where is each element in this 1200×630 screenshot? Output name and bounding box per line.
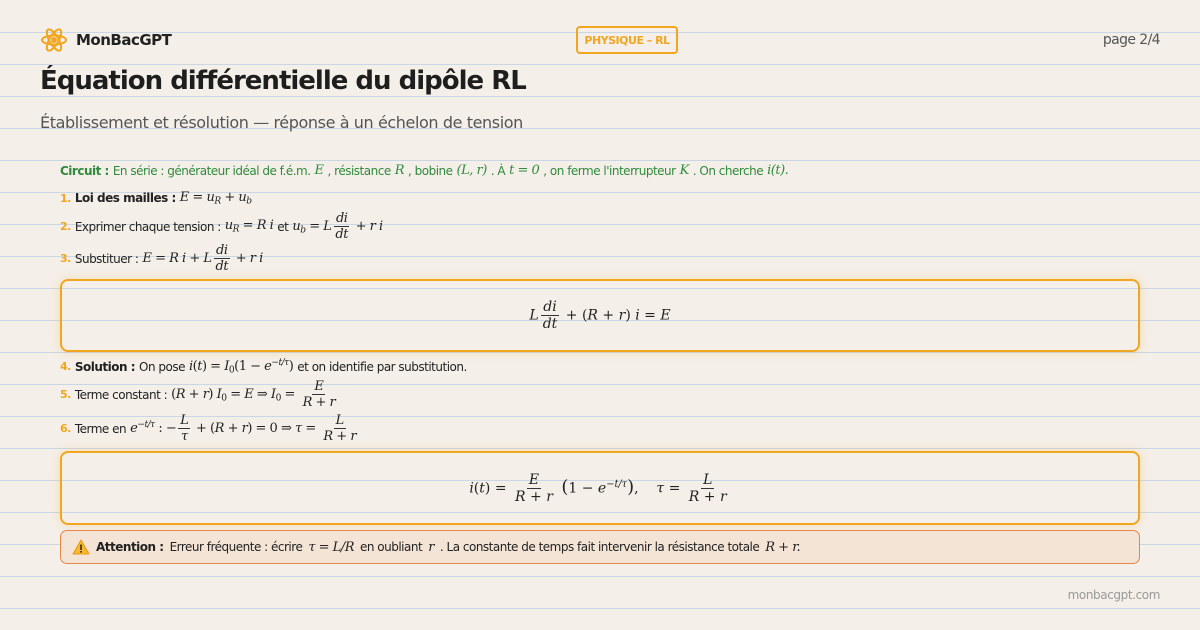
step-math: $u_b = L$ $\frac{di}{dt}$ + r i bbox=[292, 211, 383, 242]
step-label: Substituer : bbox=[74, 251, 139, 266]
circuit-text: . On cherche bbox=[692, 163, 764, 178]
warning-callout bbox=[60, 530, 1140, 564]
circuit-text: , résistance bbox=[327, 163, 391, 178]
step-number: 3. bbox=[60, 252, 71, 265]
math-K: K bbox=[679, 163, 689, 178]
step-number: 2. bbox=[60, 220, 71, 233]
page-indicator: page 2/4 bbox=[1102, 32, 1160, 48]
solution-box bbox=[60, 451, 1140, 525]
circuit-text: En série : générateur idéal de f.é.m. bbox=[112, 163, 311, 178]
circuit-text: . À bbox=[490, 163, 506, 178]
circuit-description bbox=[60, 163, 788, 178]
step-number: 1. bbox=[60, 191, 71, 205]
step-2 bbox=[60, 212, 383, 241]
footer-url[interactable]: monbacgpt.com bbox=[1067, 588, 1160, 602]
step-math: (R + r) $I_0 = E$ ⇒ $I_0$ = $\frac{E}{R + r}$ bbox=[171, 379, 336, 410]
subject-tag: PHYSIQUE – RL bbox=[576, 26, 678, 54]
step-label: Exprimer chaque tension : bbox=[74, 219, 221, 234]
warning-text: Erreur fréquente : écrire bbox=[169, 540, 303, 554]
atom-icon bbox=[40, 27, 68, 53]
step-joiner: et bbox=[277, 219, 289, 234]
step-6 bbox=[60, 414, 360, 443]
math-Lr: (L, r) bbox=[456, 163, 487, 178]
page-subtitle: Établissement et résolution — réponse à un échelon de tension bbox=[40, 113, 523, 132]
brand-name: MonBacGPT bbox=[76, 31, 172, 49]
step-math: $u_R = R$ i bbox=[224, 218, 274, 235]
warning-math: τ = L/R bbox=[308, 539, 354, 555]
step-math: E = R i + L $\frac{di}{dt}$ + r i bbox=[142, 243, 263, 274]
step-1 bbox=[60, 190, 252, 206]
solution-equation: i(t) = $\frac{E}{R + r}$ $(1 - e^{-t/\tau})$, τ = $\frac{L}{R + r}$ bbox=[469, 471, 727, 505]
step-3 bbox=[60, 244, 263, 273]
page-title: Équation différentielle du dipôle RL bbox=[40, 66, 526, 96]
step-label: Terme constant : bbox=[74, 387, 168, 402]
brand-logo[interactable] bbox=[40, 27, 171, 53]
circuit-label: Circuit : bbox=[60, 163, 109, 178]
step-math: $i(t) = I_0(1 - e^{-t/\tau})$ bbox=[188, 358, 294, 376]
step-math: $E = u_R + u_b$ bbox=[179, 190, 252, 207]
warning-text: en oubliant bbox=[359, 540, 423, 554]
warning-label: Attention : bbox=[96, 540, 164, 554]
circuit-text: , on ferme l'interrupteur bbox=[543, 163, 676, 178]
warning-icon bbox=[72, 539, 90, 555]
step-number: 6. bbox=[60, 422, 71, 435]
step-label: Solution : bbox=[74, 359, 135, 374]
math-E: E bbox=[314, 163, 324, 178]
key-equation-box bbox=[60, 279, 1140, 352]
step-number: 4. bbox=[60, 360, 71, 374]
circuit-text: , bobine bbox=[408, 163, 453, 178]
warning-math: R + r. bbox=[765, 539, 801, 555]
step-label: Loi des mailles : bbox=[74, 191, 176, 206]
differential-equation: L $\frac{di}{dt}$ + (R + r) i = E bbox=[529, 299, 671, 332]
step-prefix: On pose bbox=[139, 359, 185, 374]
step-5 bbox=[60, 380, 339, 409]
warning-math: r bbox=[428, 539, 434, 555]
math-t0: t = 0 bbox=[509, 163, 540, 178]
math-it: i(t). bbox=[767, 163, 789, 178]
math-R: R bbox=[394, 163, 404, 178]
warning-text: . La constante de temps fait intervenir la résistance totale bbox=[439, 540, 760, 554]
step-label: Terme en bbox=[74, 421, 127, 436]
step-math: $e^{-t/\tau}$ : − $\frac{L}{\tau}$ + (R + r) = 0 ⇒ τ = $\frac{L}{R + r}$ bbox=[130, 413, 357, 444]
step-number: 5. bbox=[60, 388, 71, 401]
step-suffix: et on identifie par substitution. bbox=[297, 359, 467, 374]
step-4 bbox=[60, 358, 467, 375]
